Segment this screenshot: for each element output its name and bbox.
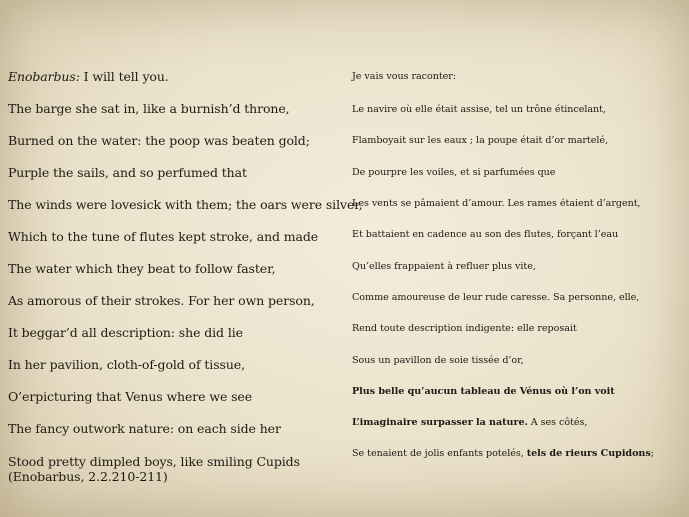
citation: (Enobarbus, 2.2.210-211) <box>8 469 168 484</box>
french-line: Qu’elles frappaient à refluer plus vite, <box>352 261 536 272</box>
english-line: The water which they beat to follow faster, <box>8 261 276 276</box>
french-line: Flamboyait sur les eaux ; la poupe était d’or martelé, <box>352 135 609 146</box>
english-line: Purple the sails, and so perfumed that <box>8 165 247 180</box>
french-line-12-rest: A ses côtés, <box>527 417 588 428</box>
english-line-1-text: I will tell you. <box>79 69 169 84</box>
french-bold-phrase: L’imaginaire surpasser la nature. <box>352 417 528 428</box>
french-line: Je vais vous raconter: <box>352 71 456 82</box>
english-line: The winds were lovesick with them; the oars were silver, <box>8 197 363 212</box>
english-line: The fancy outwork nature: on each side her <box>8 421 281 436</box>
french-line: Le navire où elle était assise, tel un trône étincelant, <box>352 104 606 115</box>
english-line: O’erpicturing that Venus where we see <box>8 389 253 404</box>
french-line: Comme amoureuse de leur rude caresse. Sa personne, elle, <box>352 292 640 303</box>
english-line-1 <box>8 69 169 84</box>
english-line: Stood pretty dimpled boys, like smiling Cupids <box>8 454 300 469</box>
french-line-bold: Plus belle qu’aucun tableau de Vénus où l’on voit <box>352 386 615 397</box>
english-line: Burned on the water: the poop was beaten gold; <box>8 133 310 148</box>
french-line-13-end: ; <box>650 448 654 459</box>
french-line: Et battaient en cadence au son des flutes, forçant l’eau <box>352 229 619 240</box>
french-line-13-text: Se tenaient de jolis enfants potelés, <box>352 448 527 459</box>
english-line: Which to the tune of flutes kept stroke, and made <box>8 229 319 244</box>
english-line: The barge she sat in, like a burnish’d throne, <box>8 101 290 116</box>
english-line: It beggar’d all description: she did lie <box>8 325 243 340</box>
french-line: Les vents se pâmaient d’amour. Les rames étaient d’argent, <box>352 198 641 209</box>
speaker-name: Enobarbus: <box>8 69 80 84</box>
english-line-last <box>8 454 300 484</box>
french-line-12 <box>352 417 587 429</box>
english-line: In her pavilion, cloth-of-gold of tissue, <box>8 357 245 372</box>
french-line: Sous un pavillon de soie tissée d’or, <box>352 355 524 366</box>
french-line: De pourpre les voiles, et si parfumées que <box>352 167 556 178</box>
french-line: Rend toute description indigente: elle reposait <box>352 323 577 334</box>
french-bold-phrase: tels de rieurs Cupidons <box>526 448 651 459</box>
french-line-13 <box>352 448 654 460</box>
english-line: As amorous of their strokes. For her own person, <box>8 293 315 308</box>
